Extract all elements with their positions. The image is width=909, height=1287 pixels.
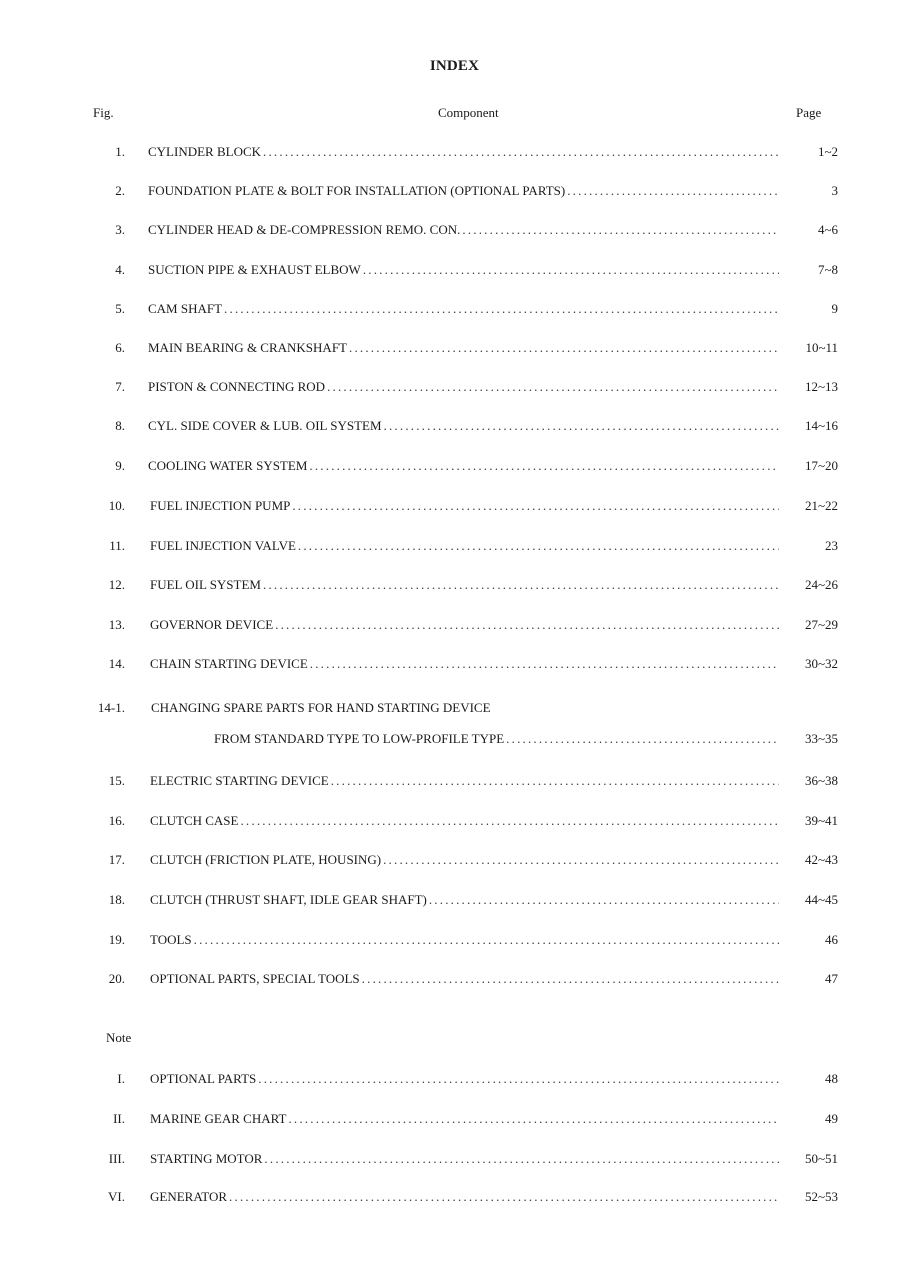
component-name: CYLINDER BLOCK	[148, 144, 262, 159]
note-heading: Note	[106, 1030, 132, 1045]
component-name: FROM STANDARD TYPE TO LOW-PROFILE TYPE	[214, 731, 505, 746]
fig-number: 6.	[115, 340, 125, 355]
page-number: 17~20	[804, 458, 838, 473]
dot-leader	[263, 144, 779, 160]
index-row[interactable]	[0, 1071, 909, 1091]
dot-leader	[383, 852, 779, 868]
dot-leader	[264, 1151, 779, 1167]
component-name: CAM SHAFT	[148, 301, 223, 316]
index-row[interactable]	[0, 262, 909, 282]
page-number: 49	[825, 1111, 838, 1126]
fig-number: 14.	[108, 656, 125, 671]
component-name: GOVERNOR DEVICE	[150, 617, 274, 632]
index-row[interactable]	[0, 852, 909, 872]
fig-number: 10.	[108, 498, 125, 513]
index-row[interactable]	[0, 340, 909, 360]
component-name: GENERATOR	[150, 1189, 228, 1204]
dot-leader	[506, 731, 779, 747]
fig-number: 5.	[115, 301, 125, 316]
column-header-page: Page	[796, 105, 822, 120]
page-number: 24~26	[804, 577, 838, 592]
index-row[interactable]	[0, 656, 909, 676]
page-number: 9	[831, 301, 838, 316]
fig-number: 13.	[108, 617, 125, 632]
index-row[interactable]	[0, 892, 909, 912]
fig-number: 8.	[115, 418, 125, 433]
page-number: 48	[825, 1071, 838, 1086]
dot-leader	[298, 538, 779, 554]
component-name: CLUTCH CASE	[150, 813, 239, 828]
index-row[interactable]	[0, 700, 909, 720]
page-number: 52~53	[804, 1189, 838, 1204]
fig-number: 4.	[115, 262, 125, 277]
index-row[interactable]	[0, 1151, 909, 1171]
dot-leader	[384, 418, 779, 434]
component-name: PISTON & CONNECTING ROD	[148, 379, 326, 394]
page-number: 14~16	[804, 418, 838, 433]
page-number: 7~8	[817, 262, 838, 277]
fig-number: 9.	[115, 458, 125, 473]
component-name: CLUTCH (FRICTION PLATE, HOUSING)	[150, 852, 382, 867]
index-row[interactable]	[0, 418, 909, 438]
fig-number: 1.	[115, 144, 125, 159]
page-number: 4~6	[817, 222, 838, 237]
dot-leader	[362, 971, 779, 987]
fig-number: 7.	[115, 379, 125, 394]
fig-number: I.	[117, 1071, 125, 1086]
fig-number: III.	[108, 1151, 125, 1166]
page-number: 33~35	[804, 731, 838, 746]
fig-number: 17.	[108, 852, 125, 867]
index-row[interactable]	[0, 498, 909, 518]
component-name: MARINE GEAR CHART	[150, 1111, 287, 1126]
component-name: OPTIONAL PARTS, SPECIAL TOOLS	[150, 971, 360, 986]
page-number: 36~38	[804, 773, 838, 788]
page-number: 44~45	[804, 892, 838, 907]
component-name: OPTIONAL PARTS	[150, 1071, 257, 1086]
page-number: 39~41	[804, 813, 838, 828]
component-name: STARTING MOTOR	[150, 1151, 263, 1166]
index-row[interactable]	[0, 222, 909, 242]
component-name: CLUTCH (THRUST SHAFT, IDLE GEAR SHAFT)	[150, 892, 427, 907]
component-name: FUEL INJECTION VALVE	[150, 538, 296, 553]
column-header-component: Component	[438, 105, 499, 120]
component-name: ELECTRIC STARTING DEVICE	[150, 773, 329, 788]
page-number: 30~32	[804, 656, 838, 671]
index-row[interactable]	[0, 1111, 909, 1131]
fig-number: 16.	[108, 813, 125, 828]
dot-leader	[275, 617, 779, 633]
fig-number: 14-1.	[97, 700, 125, 715]
index-row[interactable]	[0, 577, 909, 597]
index-row[interactable]	[0, 1189, 909, 1209]
dot-leader	[310, 656, 779, 672]
index-row[interactable]	[0, 538, 909, 558]
index-row[interactable]	[0, 731, 909, 751]
dot-leader	[194, 932, 779, 948]
page-title: INDEX	[429, 58, 480, 74]
fig-number: 11.	[109, 538, 125, 553]
dot-leader	[258, 1071, 779, 1087]
page-number: 23	[825, 538, 838, 553]
dot-leader	[567, 183, 779, 199]
dot-leader	[263, 577, 779, 593]
dot-leader	[224, 301, 779, 317]
fig-number: 18.	[108, 892, 125, 907]
component-name: COOLING WATER SYSTEM	[148, 458, 308, 473]
component-name: CHAIN STARTING DEVICE	[150, 656, 308, 671]
page-number: 21~22	[804, 498, 838, 513]
index-row[interactable]	[0, 813, 909, 833]
component-name: CHANGING SPARE PARTS FOR HAND STARTING DEVICE	[151, 700, 491, 715]
component-name: CYL. SIDE COVER & LUB. OIL SYSTEM	[148, 418, 382, 433]
index-row[interactable]	[0, 144, 909, 164]
page-number: 27~29	[804, 617, 838, 632]
dot-leader	[462, 222, 779, 238]
index-row[interactable]	[0, 183, 909, 203]
dot-leader	[292, 498, 779, 514]
dot-leader	[327, 379, 779, 395]
index-row[interactable]	[0, 301, 909, 321]
dot-leader	[229, 1189, 779, 1205]
dot-leader	[331, 773, 779, 789]
dot-leader	[309, 458, 779, 474]
page-number: 1~2	[817, 144, 838, 159]
dot-leader	[363, 262, 779, 278]
index-row[interactable]	[0, 379, 909, 399]
component-name: MAIN BEARING & CRANKSHAFT	[148, 340, 347, 355]
fig-number: 12.	[108, 577, 125, 592]
component-name: FUEL INJECTION PUMP	[150, 498, 291, 513]
fig-number: 3.	[115, 222, 125, 237]
component-name: FUEL OIL SYSTEM	[150, 577, 261, 592]
page-number: 50~51	[804, 1151, 838, 1166]
page-number: 46	[825, 932, 838, 947]
page-number: 47	[825, 971, 838, 986]
index-row[interactable]	[0, 617, 909, 637]
index-row[interactable]	[0, 932, 909, 952]
fig-number: 19.	[108, 932, 125, 947]
fig-number: 20.	[108, 971, 125, 986]
component-name: CYLINDER HEAD & DE-COMPRESSION REMO. CON.	[148, 222, 461, 237]
fig-number: II.	[113, 1111, 125, 1126]
fig-number: VI.	[108, 1189, 125, 1204]
dot-leader	[240, 813, 779, 829]
index-row[interactable]	[0, 458, 909, 478]
page-number: 42~43	[804, 852, 838, 867]
component-name: FOUNDATION PLATE & BOLT FOR INSTALLATION (OPTIONAL PARTS)	[148, 183, 566, 198]
dot-leader	[349, 340, 779, 356]
fig-number: 15.	[108, 773, 125, 788]
component-name: TOOLS	[150, 932, 192, 947]
column-header-fig: Fig.	[93, 105, 114, 120]
page-number: 10~11	[805, 340, 838, 355]
page-number: 3	[831, 183, 838, 198]
index-row[interactable]	[0, 971, 909, 991]
fig-number: 2.	[115, 183, 125, 198]
dot-leader	[288, 1111, 779, 1127]
page-number: 12~13	[804, 379, 838, 394]
dot-leader	[429, 892, 779, 908]
index-row[interactable]	[0, 773, 909, 793]
component-name: SUCTION PIPE & EXHAUST ELBOW	[148, 262, 361, 277]
